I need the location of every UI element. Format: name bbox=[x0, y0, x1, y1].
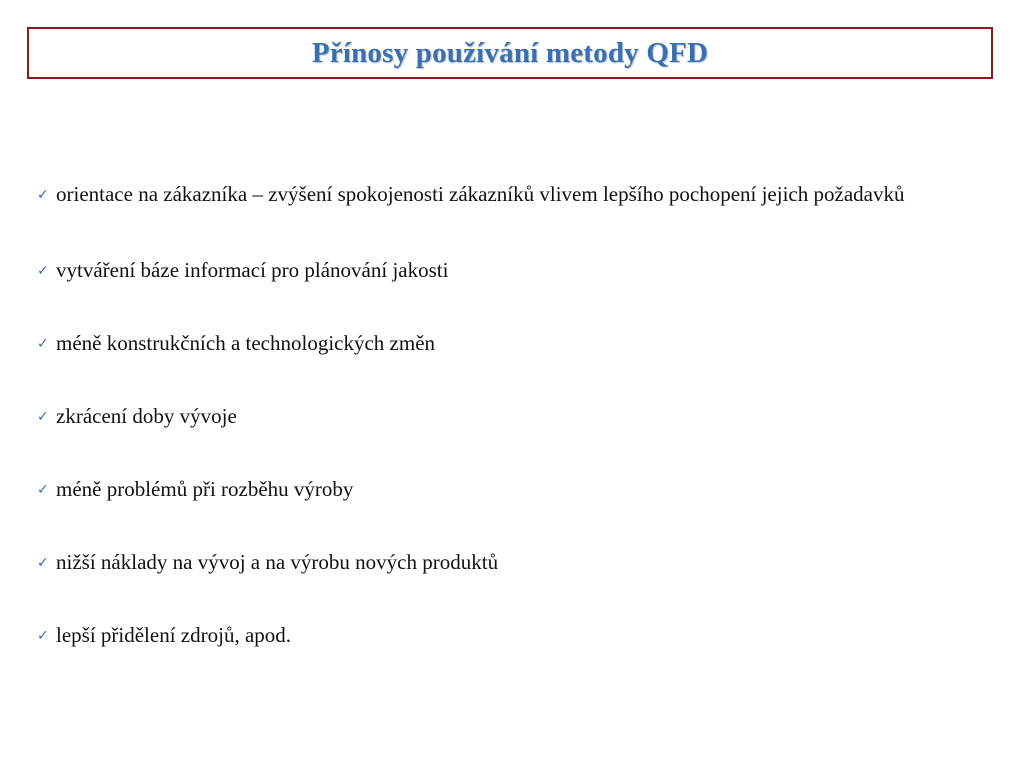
bullet-item bbox=[37, 546, 987, 579]
bullet-text: zkrácení doby vývoje bbox=[56, 404, 237, 428]
bullet-text: vytváření báze informací pro plánování jakosti bbox=[56, 258, 449, 282]
bullet-text: nižší náklady na vývoj a na výrobu nových produktů bbox=[56, 550, 499, 574]
bullet-item bbox=[37, 327, 987, 360]
bullet-item bbox=[37, 254, 987, 287]
checkmark-icon: ✓ bbox=[37, 409, 49, 425]
bullet-list bbox=[37, 178, 987, 692]
checkmark-icon: ✓ bbox=[37, 187, 49, 203]
bullet-item bbox=[37, 473, 987, 506]
checkmark-icon: ✓ bbox=[37, 263, 49, 279]
checkmark-icon: ✓ bbox=[37, 628, 49, 644]
bullet-text: méně problémů při rozběhu výroby bbox=[56, 477, 354, 501]
bullet-item bbox=[37, 619, 987, 652]
bullet-text: lepší přidělení zdrojů, apod. bbox=[56, 623, 292, 647]
bullet-item bbox=[37, 400, 987, 433]
checkmark-icon: ✓ bbox=[37, 482, 49, 498]
slide-title: Přínosy používání metody QFD bbox=[311, 36, 709, 69]
bullet-text: orientace na zákazníka – zvýšení spokojenosti zákazníků vlivem lepšího pochopení jejich požadavků bbox=[56, 182, 905, 206]
title-box bbox=[27, 27, 993, 79]
bullet-text: méně konstrukčních a technologických změn bbox=[56, 331, 436, 355]
checkmark-icon: ✓ bbox=[37, 555, 49, 571]
bullet-item bbox=[37, 178, 987, 211]
checkmark-icon: ✓ bbox=[37, 336, 49, 352]
